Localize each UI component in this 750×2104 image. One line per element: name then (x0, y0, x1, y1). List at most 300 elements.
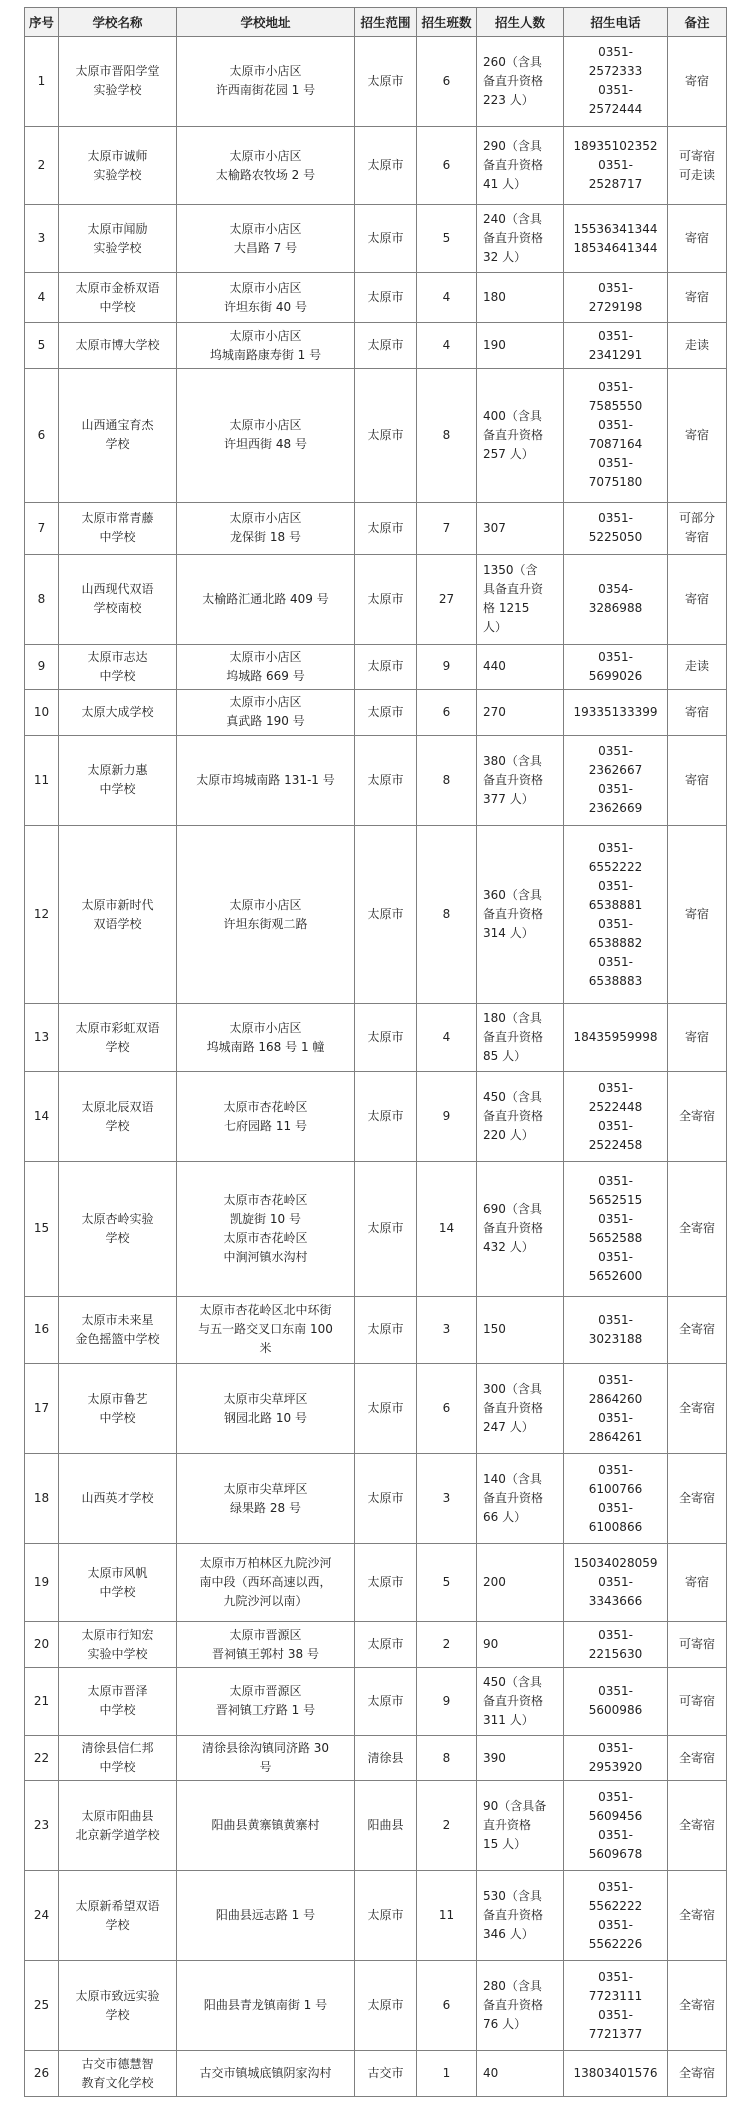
cell-address-line: 太原市晋源区 (229, 1627, 302, 1642)
cell-note-line: 可寄宿 (678, 148, 715, 163)
cell-no: 19 (25, 1544, 59, 1622)
cell-address (177, 368, 355, 502)
cell-no: 11 (25, 735, 59, 825)
cell-school-name-line: 太原北辰双语 (81, 1099, 154, 1114)
cell-school-name (59, 1668, 177, 1736)
cell-note (668, 1162, 727, 1296)
cell-phone (564, 126, 668, 204)
cell-address (177, 37, 355, 127)
cell-capacity-line: 390 (483, 1750, 506, 1765)
cell-capacity-line: 备直升资格 (483, 1998, 544, 2013)
cell-capacity (477, 205, 564, 273)
cell-address (177, 1162, 355, 1296)
cell-address-line: 阳曲县黄寨镇黄寨村 (211, 1818, 320, 1833)
cell-scope: 太原市 (355, 273, 417, 323)
cell-note (668, 126, 727, 204)
cell-note (668, 1072, 727, 1162)
cell-no: 3 (25, 205, 59, 273)
cell-school-name-line: 中学校 (99, 1410, 136, 1425)
cell-scope: 太原市 (355, 1004, 417, 1072)
cell-scope: 太原市 (355, 1668, 417, 1736)
cell-capacity-line: 90（含具备 (483, 1799, 547, 1814)
col-header-scope: 招生范围 (355, 8, 417, 37)
cell-school-name (59, 1781, 177, 1871)
cell-no: 18 (25, 1454, 59, 1544)
cell-scope: 太原市 (355, 368, 417, 502)
cell-school-name-line: 中学校 (99, 668, 136, 683)
cell-note (668, 323, 727, 369)
cell-capacity (477, 1544, 564, 1622)
cell-classes: 9 (417, 1072, 477, 1162)
cell-phone-line: 15034028059 (573, 1556, 658, 1571)
cell-address (177, 735, 355, 825)
cell-address-line: 绿果路 28 号 (230, 1500, 301, 1515)
cell-classes: 5 (417, 205, 477, 273)
cell-no: 25 (25, 1961, 59, 2051)
cell-phone-line: 13803401576 (573, 2066, 658, 2081)
table-body (25, 37, 727, 2097)
cell-address (177, 1454, 355, 1544)
cell-capacity-line: 257 人） (483, 446, 534, 461)
cell-capacity-line: 备直升资格 (483, 231, 544, 246)
cell-phone-line: 2729198 (588, 299, 643, 314)
cell-phone-line: 0351- (598, 1462, 633, 1477)
cell-note-line: 寄宿 (684, 73, 709, 88)
cell-note (668, 644, 727, 690)
cell-school-name-line: 中学校 (99, 782, 136, 797)
cell-no: 12 (25, 825, 59, 1004)
cell-capacity-line: 40 (483, 2066, 499, 2081)
cell-phone-line: 2341291 (588, 347, 643, 362)
cell-note (668, 690, 727, 736)
cell-address-line: 许坦东街观二路 (223, 916, 308, 931)
cell-school-name-line: 学校 (105, 1118, 130, 1133)
cell-scope: 太原市 (355, 1162, 417, 1296)
cell-phone-line: 6100766 (588, 1481, 643, 1496)
cell-phone-line: 6538883 (588, 973, 643, 988)
cell-phone-line: 0351- (598, 1211, 633, 1226)
cell-phone (564, 273, 668, 323)
cell-school-name (59, 1454, 177, 1544)
cell-scope: 太原市 (355, 690, 417, 736)
cell-phone (564, 1004, 668, 1072)
col-header-note: 备注 (668, 8, 727, 37)
cell-note-line: 可寄宿 (678, 1693, 715, 1708)
cell-address (177, 1296, 355, 1364)
cell-phone (564, 1735, 668, 1781)
cell-phone-line: 7585550 (588, 399, 643, 414)
table-row (25, 1072, 727, 1162)
cell-address-line: 清徐县徐沟镇同济路 30 (201, 1741, 330, 1756)
cell-phone-line: 0351- (598, 782, 633, 797)
cell-school-name (59, 825, 177, 1004)
cell-phone-line: 0351- (598, 1827, 633, 1842)
cell-classes: 11 (417, 1871, 477, 1961)
cell-capacity (477, 503, 564, 554)
cell-classes: 27 (417, 554, 477, 644)
cell-note-line: 全寄宿 (678, 1908, 715, 1923)
cell-no: 1 (25, 37, 59, 127)
cell-scope: 太原市 (355, 1871, 417, 1961)
cell-phone-line: 2362667 (588, 763, 643, 778)
cell-phone-line: 5225050 (588, 530, 643, 545)
cell-address-line: 太原市小店区 (229, 418, 302, 433)
cell-note (668, 503, 727, 554)
cell-phone-line: 6538881 (588, 897, 643, 912)
cell-phone-line: 2864261 (588, 1429, 643, 1444)
cell-note (668, 205, 727, 273)
cell-school-name-line: 太原市未来星 (81, 1312, 154, 1327)
cell-capacity-line: 690（含具 (483, 1202, 542, 1217)
cell-address-line: 太原市小店区 (229, 511, 302, 526)
cell-no: 7 (25, 503, 59, 554)
cell-school-name-line: 双语学校 (93, 916, 142, 931)
cell-note (668, 1871, 727, 1961)
cell-phone-line: 0351- (598, 840, 633, 855)
cell-school-name-line: 太原市风帆 (87, 1565, 148, 1580)
cell-note-line: 寄宿 (684, 772, 709, 787)
cell-no: 2 (25, 126, 59, 204)
cell-school-name-line: 太原市金桥双语 (75, 280, 160, 295)
cell-address-line: 晋祠镇工疗路 1 号 (215, 1703, 316, 1718)
cell-phone-line: 6100866 (588, 1519, 643, 1534)
cell-school-name-line: 山西通宝育杰 (81, 418, 154, 433)
cell-phone (564, 1871, 668, 1961)
cell-phone-line: 2572444 (588, 102, 643, 117)
cell-note-line: 寄宿 (684, 290, 709, 305)
cell-address (177, 1735, 355, 1781)
cell-note-line: 可部分 (678, 511, 715, 526)
cell-note-line: 寄宿 (684, 530, 709, 545)
cell-address-line: 号 (259, 1760, 272, 1775)
cell-school-name (59, 205, 177, 273)
cell-classes: 6 (417, 690, 477, 736)
cell-school-name (59, 368, 177, 502)
cell-scope: 太原市 (355, 1622, 417, 1668)
cell-capacity (477, 1668, 564, 1736)
cell-school-name-line: 实验学校 (93, 167, 142, 182)
cell-address-line: 七府园路 11 号 (224, 1118, 307, 1133)
cell-scope: 太原市 (355, 554, 417, 644)
cell-capacity (477, 554, 564, 644)
cell-scope: 太原市 (355, 1544, 417, 1622)
cell-capacity-line: 备直升资格 (483, 1221, 544, 1236)
cell-capacity-line: 直升资格 (483, 1818, 532, 1833)
cell-capacity-line: 530（含具 (483, 1889, 542, 1904)
cell-phone (564, 503, 668, 554)
cell-capacity-line: 280（含具 (483, 1979, 542, 1994)
cell-note (668, 1781, 727, 1871)
cell-note-line: 寄宿 (684, 231, 709, 246)
cell-capacity-line: 备直升资格 (483, 907, 544, 922)
cell-classes: 8 (417, 368, 477, 502)
cell-phone-line: 0351- (598, 1879, 633, 1894)
cell-phone-line: 19335133399 (573, 704, 658, 719)
cell-scope: 太原市 (355, 644, 417, 690)
cell-school-name-line: 太原市晋泽 (87, 1684, 148, 1699)
cell-phone-line: 2522448 (588, 1099, 643, 1114)
cell-address (177, 1871, 355, 1961)
cell-classes: 4 (417, 1004, 477, 1072)
cell-capacity-line: 备直升资格 (483, 1491, 544, 1506)
cell-school-name-line: 学校 (105, 1230, 130, 1245)
cell-note-line: 全寄宿 (678, 1491, 715, 1506)
cell-school-name-line: 太原新希望双语 (75, 1898, 160, 1913)
cell-note (668, 554, 727, 644)
cell-capacity (477, 273, 564, 323)
cell-capacity-line: 41 人） (483, 177, 527, 192)
cell-capacity-line: 220 人） (483, 1128, 534, 1143)
cell-address-line: 坞城南路康寿街 1 号 (209, 347, 322, 362)
cell-phone (564, 1781, 668, 1871)
cell-phone-line: 3343666 (588, 1594, 643, 1609)
cell-address (177, 1781, 355, 1871)
cell-scope: 太原市 (355, 37, 417, 127)
cell-capacity-line: 190 (483, 338, 506, 353)
cell-address (177, 554, 355, 644)
cell-address-line: 许坦西街 48 号 (224, 437, 307, 452)
cell-address (177, 690, 355, 736)
cell-school-name-line: 中学校 (99, 1703, 136, 1718)
cell-phone-line: 5699026 (588, 668, 643, 683)
cell-scope: 太原市 (355, 735, 417, 825)
cell-address-line: 古交市镇城底镇阴家沟村 (199, 2066, 332, 2081)
cell-capacity-line: 200 (483, 1575, 506, 1590)
cell-phone-line: 0351- (598, 511, 633, 526)
cell-classes: 8 (417, 1735, 477, 1781)
table-row (25, 1454, 727, 1544)
cell-scope: 太原市 (355, 126, 417, 204)
cell-phone (564, 690, 668, 736)
cell-address-line: 阳曲县青龙镇南街 1 号 (203, 1998, 328, 2013)
cell-address-line: 真武路 190 号 (226, 714, 305, 729)
cell-phone (564, 1961, 668, 2051)
table-row (25, 205, 727, 273)
cell-school-name (59, 735, 177, 825)
cell-capacity (477, 1296, 564, 1364)
cell-phone-line: 0351- (598, 1789, 633, 1804)
table-row (25, 503, 727, 554)
table-row (25, 323, 727, 369)
cell-note-line: 走读 (684, 338, 709, 353)
cell-capacity-line: 290（含具 (483, 139, 542, 154)
cell-scope: 太原市 (355, 323, 417, 369)
cell-school-name-line: 古交市德慧智 (81, 2056, 154, 2071)
col-header-address: 学校地址 (177, 8, 355, 37)
cell-scope: 太原市 (355, 1961, 417, 2051)
cell-phone-line: 0354- (598, 582, 633, 597)
cell-capacity-line: 346 人） (483, 1927, 534, 1942)
cell-capacity-line: 377 人） (483, 791, 534, 806)
cell-capacity-line: 备直升资格 (483, 73, 544, 88)
cell-classes: 1 (417, 2051, 477, 2097)
cell-note-line: 全寄宿 (678, 2066, 715, 2081)
cell-phone (564, 644, 668, 690)
header-row (25, 8, 727, 37)
cell-note (668, 825, 727, 1004)
cell-phone (564, 1162, 668, 1296)
cell-school-name-line: 太原新力惠 (87, 763, 148, 778)
table-row (25, 126, 727, 204)
cell-scope: 太原市 (355, 1072, 417, 1162)
cell-school-name-line: 太原市志达 (87, 649, 148, 664)
cell-classes: 7 (417, 503, 477, 554)
cell-note-line: 全寄宿 (678, 1221, 715, 1236)
cell-address-line: 坞城南路 168 号 1 幢 (206, 1039, 325, 1054)
cell-capacity (477, 1004, 564, 1072)
cell-phone-line: 5562226 (588, 1936, 643, 1951)
cell-capacity-line: 260（含具 (483, 54, 542, 69)
cell-note-line: 寄宿 (684, 704, 709, 719)
cell-capacity-line: 备直升资格 (483, 1693, 544, 1708)
cell-capacity-line: 15 人） (483, 1837, 527, 1852)
cell-classes: 9 (417, 1668, 477, 1736)
cell-phone-line: 5609678 (588, 1846, 643, 1861)
cell-phone-line: 0351- (598, 1500, 633, 1515)
cell-address (177, 1364, 355, 1454)
cell-capacity (477, 644, 564, 690)
cell-capacity (477, 735, 564, 825)
cell-school-name-line: 太原市行知宏 (81, 1627, 154, 1642)
cell-address-line: 太原市杏花岭区 (223, 1099, 308, 1114)
cell-phone-line: 0351- (598, 1249, 633, 1264)
cell-note (668, 1622, 727, 1668)
cell-capacity-line: 人） (483, 620, 508, 635)
cell-scope: 太原市 (355, 1454, 417, 1544)
cell-note (668, 37, 727, 127)
cell-phone-line: 0351- (598, 83, 633, 98)
cell-school-name-line: 学校南校 (93, 601, 142, 616)
cell-school-name-line: 太原杏岭实验 (81, 1211, 154, 1226)
cell-address-line: 凯旋街 10 号 (230, 1211, 301, 1226)
col-header-capacity: 招生人数 (477, 8, 564, 37)
cell-classes: 8 (417, 825, 477, 1004)
cell-address-line: 太原市小店区 (229, 148, 302, 163)
cell-capacity-line: 180（含具 (483, 1011, 542, 1026)
cell-phone (564, 1454, 668, 1544)
cell-phone-line: 5562222 (588, 1898, 643, 1913)
cell-school-name-line: 清徐县信仁邦 (81, 1741, 154, 1756)
table-row (25, 368, 727, 502)
cell-note (668, 1961, 727, 2051)
cell-phone-line: 2864260 (588, 1391, 643, 1406)
cell-note (668, 1668, 727, 1736)
cell-address-line: 太原市小店区 (229, 328, 302, 343)
cell-address-line: 太榆路汇通北路 409 号 (202, 591, 329, 606)
table-row (25, 1781, 727, 1871)
cell-note (668, 2051, 727, 2097)
col-header-name: 学校名称 (59, 8, 177, 37)
table-row (25, 1162, 727, 1296)
table-row (25, 644, 727, 690)
cell-school-name (59, 1364, 177, 1454)
cell-scope: 太原市 (355, 205, 417, 273)
cell-note (668, 273, 727, 323)
cell-school-name (59, 2051, 177, 2097)
table-row (25, 554, 727, 644)
cell-phone-line: 7723111 (588, 1988, 643, 2003)
cell-school-name-line: 太原市鲁艺 (87, 1391, 148, 1406)
cell-address-line: 太原市小店区 (229, 649, 302, 664)
cell-address-line: 许坦东街 40 号 (224, 299, 307, 314)
cell-scope: 太原市 (355, 825, 417, 1004)
cell-phone-line: 0351- (598, 280, 633, 295)
cell-school-name (59, 1162, 177, 1296)
cell-capacity (477, 1622, 564, 1668)
cell-phone (564, 1296, 668, 1364)
cell-phone-line: 0351- (598, 744, 633, 759)
cell-classes: 4 (417, 323, 477, 369)
cell-address (177, 1622, 355, 1668)
cell-school-name (59, 323, 177, 369)
cell-school-name-line: 中学校 (99, 1584, 136, 1599)
cell-capacity (477, 1781, 564, 1871)
cell-school-name-line: 太原市彩虹双语 (75, 1020, 160, 1035)
cell-school-name-line: 太原市闻励 (87, 221, 148, 236)
cell-no: 21 (25, 1668, 59, 1736)
cell-capacity-line: 307 (483, 520, 506, 535)
cell-note (668, 1735, 727, 1781)
cell-phone-line: 15536341344 (573, 221, 658, 236)
cell-phone-line: 5652515 (588, 1192, 643, 1207)
cell-school-name-line: 中学校 (99, 299, 136, 314)
cell-phone-line: 2215630 (588, 1646, 643, 1661)
cell-address-line: 龙保街 18 号 (230, 530, 301, 545)
cell-classes: 6 (417, 37, 477, 127)
cell-phone-line: 0351- (598, 649, 633, 664)
cell-address (177, 205, 355, 273)
cell-scope: 古交市 (355, 2051, 417, 2097)
cell-no: 14 (25, 1072, 59, 1162)
cell-capacity-line: 150 (483, 1322, 506, 1337)
table-row (25, 1735, 727, 1781)
cell-no: 5 (25, 323, 59, 369)
cell-school-name-line: 太原市致远实验 (75, 1988, 160, 2003)
cell-no: 4 (25, 273, 59, 323)
cell-note-line: 全寄宿 (678, 1818, 715, 1833)
cell-phone-line: 0351- (598, 1080, 633, 1095)
cell-phone-line: 5609456 (588, 1808, 643, 1823)
cell-phone-line: 0351- (598, 1741, 633, 1756)
cell-phone-line: 0351- (598, 1312, 633, 1327)
cell-phone-line: 18435959998 (573, 1030, 658, 1045)
cell-classes: 5 (417, 1544, 477, 1622)
cell-school-name (59, 1004, 177, 1072)
cell-capacity-line: 450（含具 (483, 1674, 542, 1689)
cell-no: 20 (25, 1622, 59, 1668)
cell-school-name (59, 37, 177, 127)
cell-school-name-line: 太原市博大学校 (75, 338, 160, 353)
table-row (25, 1622, 727, 1668)
cell-phone-line: 6552222 (588, 859, 643, 874)
cell-phone-line: 0351- (598, 1173, 633, 1188)
cell-phone-line: 0351- (598, 2007, 633, 2022)
cell-note-line: 可寄宿 (678, 1637, 715, 1652)
cell-capacity-line: 311 人） (483, 1712, 534, 1727)
cell-capacity-line: 223 人） (483, 92, 534, 107)
table-row (25, 273, 727, 323)
cell-capacity-line: 备直升资格 (483, 1401, 544, 1416)
cell-phone (564, 554, 668, 644)
cell-note-line: 寄宿 (684, 1030, 709, 1045)
cell-address (177, 1961, 355, 2051)
cell-phone-line: 0351- (598, 1118, 633, 1133)
cell-school-name (59, 1544, 177, 1622)
cell-address-line: 许西南街花园 1 号 (215, 83, 316, 98)
cell-phone-line: 2953920 (588, 1760, 643, 1775)
cell-capacity-line: 1350（含 (483, 563, 538, 578)
cell-address-line: 太原市杏花岭区 (223, 1230, 308, 1245)
